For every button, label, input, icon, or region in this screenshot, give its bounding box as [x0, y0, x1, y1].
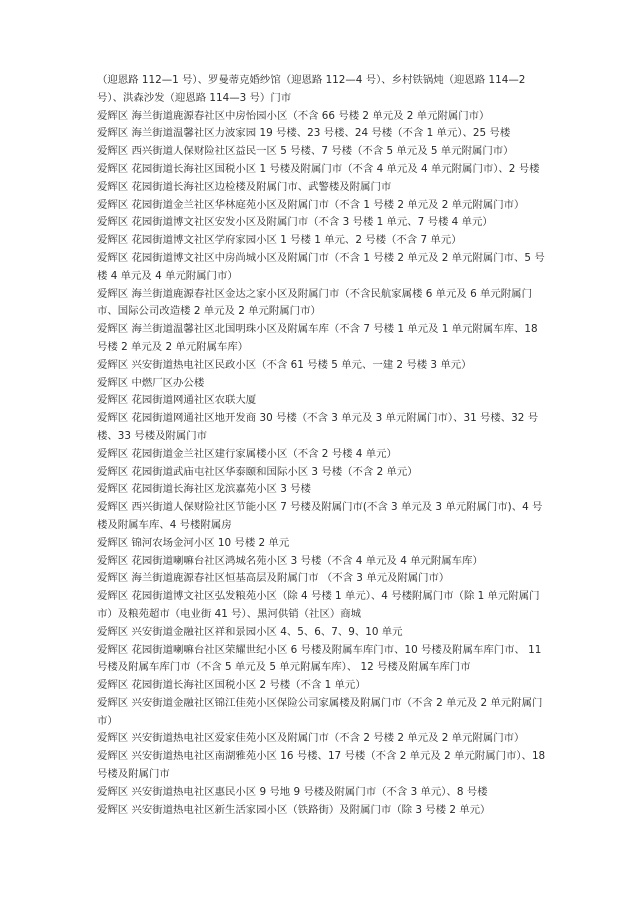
text-line: 爱辉区 锦河农场金河小区 10 号楼 2 单元: [97, 536, 290, 549]
text-line: 爱辉区 花园街道网通社区农联大厦: [97, 394, 257, 407]
text-line: 爱辉区 海兰街道温馨社区力波家园 19 号楼、23 号楼、24 号楼（不含 1 单元）、25 号楼: [97, 127, 511, 140]
text-line: 爱辉区 花园街道长海社区边检楼及附属门市、武警楼及附属门市: [97, 180, 392, 193]
text-line: 爱辉区 花园街道喇嘛台社区鸿城名苑小区 3 号楼（不含 4 单元及 4 单元附属车库）: [97, 554, 483, 567]
text-line: 爱辉区 西兴街道人保财险社区益民一区 5 号楼、7 号楼（不含 5 单元及 5 单元附属门市）: [97, 145, 514, 158]
text-line: 爱辉区 兴安街道热电社区爱家佳苑小区及附属门市（不含 2 号楼 2 单元及 2 单元附属门市）: [97, 732, 525, 745]
text-line: 爱辉区 花园街道博文社区学府家园小区 1 号楼 1 单元、2 号楼（不含 7 单元）: [97, 234, 462, 247]
document-body: [97, 72, 549, 819]
text-line: 爱辉区 兴安街道热电社区惠民小区 9 号地 9 号楼及附属门市（不含 3 单元）、8 号楼: [97, 785, 488, 798]
text-line: 爱辉区 中燃厂区办公楼: [97, 376, 205, 389]
text-line: 爱辉区 兴安街道热电社区新生活家园小区（铁路街）及附属门市（除 3 号楼 2 单元）: [97, 803, 491, 816]
text-line: 爱辉区 花园街道长海社区龙滨嘉苑小区 3 号楼: [97, 483, 311, 496]
text-line: 爱辉区 花园街道金兰社区华林庭苑小区及附属门市（不含 1 号楼 2 单元及 2 单元附属门市）: [97, 198, 525, 211]
text-line: 爱辉区 花园街道长海社区国税小区 2 号楼（不含 1 单元）: [97, 679, 366, 692]
text-line: 爱辉区 海兰街道鹿源春社区金达之家小区及附属门市（不含民航家属楼 6 单元及 6 单元附属门市、国际公司改造楼 2 单元及 2 单元附属门市）: [97, 287, 532, 318]
text-line: 爱辉区 花园街道博文社区弘发粮苑小区（除 4 号楼 1 单元）、4 号楼附属门市（除 1 单元附属门市）及粮苑超市（电业街 41 号）、黑河供销（社区）商城: [97, 590, 540, 620]
text-line: 爱辉区 花园街道长海社区国税小区 1 号楼及附属门市（不含 4 单元及 4 单元附属门市）、2 号楼: [97, 162, 540, 175]
text-line: 爱辉区 花园街道喇嘛台社区荣耀世纪小区 6 号楼及附属车库门市、10 号楼及附属车库门市、 11 号楼及附属车库门市（不含 5 单元及 5 单元附属车库）、 12 号楼及附属车库门市: [97, 643, 542, 674]
text-line: 爱辉区 兴安街道热电社区南湖雅苑小区 16 号楼、17 号楼（不含 2 单元及 2 单元附属门市）、18 号楼及附属门市: [97, 750, 546, 781]
text-line: 爱辉区 花园街道金兰社区建行家属楼小区（不含 2 号楼 4 单元）: [97, 447, 397, 460]
text-line: 爱辉区 兴安街道金融社区锦江佳苑小区保险公司家属楼及附属门市（不含 2 单元及 2 单元附属门市）: [97, 696, 543, 727]
text-line: 爱辉区 海兰街道温馨社区北国明珠小区及附属车库（不含 7 号楼 1 单元及 1 单元附属车库、18 号楼 2 单元及 2 单元附属车库）: [97, 323, 538, 353]
text-line: 爱辉区 花园街道博文社区中房尚城小区及附属门市（不含 1 号楼 2 单元及 2 单元附属门市、5 号楼 4 单元及 4 单元附属门市）: [97, 251, 545, 282]
text-line: 爱辉区 兴安街道金融社区祥和景园小区 4、5、6、7、9、10 单元: [97, 625, 403, 638]
text-line: （迎恩路 112—1 号）、罗曼蒂克婚纱馆（迎恩路 112—4 号）、乡村铁锅炖（迎恩路 114—2 号）、洪森沙发（迎恩路 114—3 号）门市: [97, 74, 526, 104]
text-line: 爱辉区 花园街道博文社区安发小区及附属门市（不含 3 号楼 1 单元、7 号楼 4 单元）: [97, 216, 493, 229]
text-line: 爱辉区 海兰街道鹿源春社区中房怡园小区（不含 66 号楼 2 单元及 2 单元附属门市）: [97, 109, 490, 122]
text-line: 爱辉区 西兴街道人保财险社区节能小区 7 号楼及附属门市(不含 3 单元及 3 单元附属门市)、4 号楼及附属车库、4 号楼附属房: [97, 501, 543, 531]
text-line: 爱辉区 花园街道武庙屯社区华泰颐和国际小区 3 号楼（不含 2 单元）: [97, 465, 418, 478]
text-line: 爱辉区 花园街道网通社区地开发商 30 号楼（不含 3 单元及 3 单元附属门市）、31 号楼、32 号楼、33 号楼及附属门市: [97, 412, 539, 442]
text-line: 爱辉区 海兰街道鹿源春社区恒基高层及附属门市 （不含 3 单元及附属门市）: [97, 572, 450, 585]
text-line: 爱辉区 兴安街道热电社区民政小区（不含 61 号楼 5 单元、一建 2 号楼 3 单元）: [97, 358, 472, 371]
